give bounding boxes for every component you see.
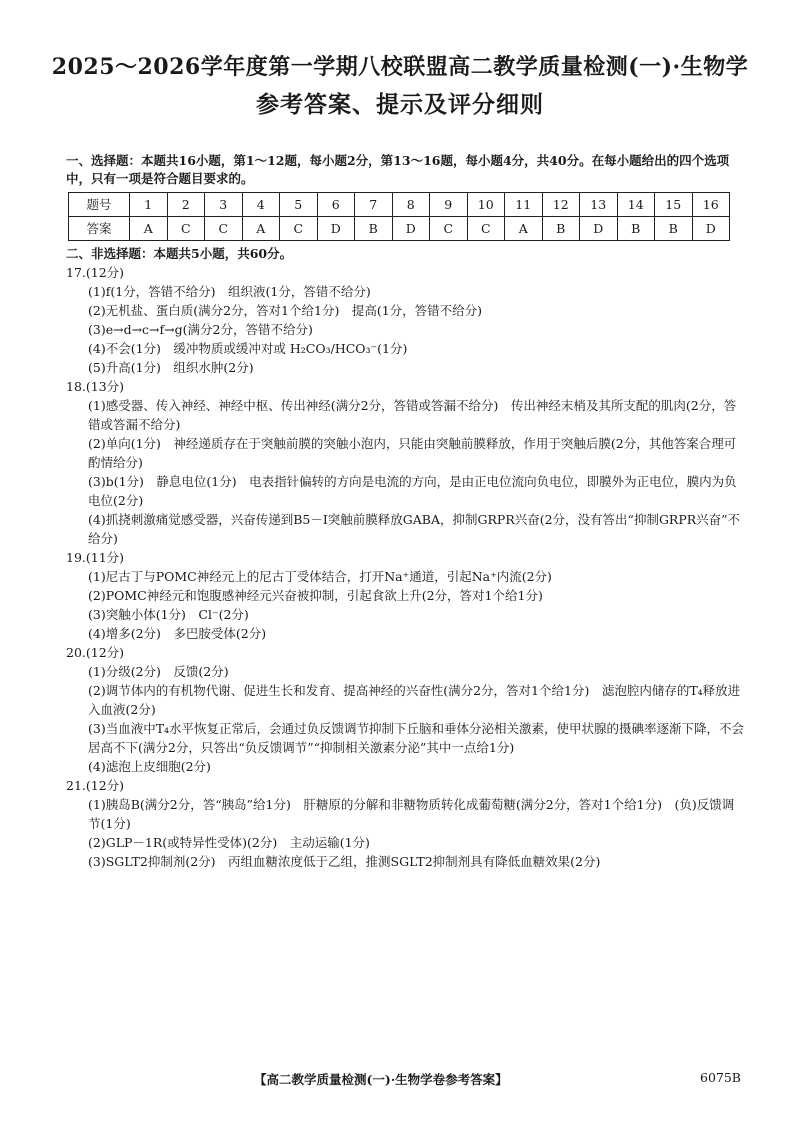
answer-item: (2)调节体内的有机物代谢、促进生长和发育、提高神经的兴奋性(满分2分，答对1个给1分) 滤泡腔内储存的T₄释放进入血液(2分) xyxy=(88,683,741,717)
answer-item: (3)SGLT2抑制剂(2分) 丙组血糖浓度低于乙组，推测SGLT2抑制剂具有降低血糖效果(2分) xyxy=(88,854,601,869)
answer-cell: B xyxy=(655,217,693,241)
question-title: 20.(12分) xyxy=(66,645,125,660)
section2-heading: 二、非选择题：本题共5小题，共60分。 xyxy=(66,246,293,261)
answer-cell: C xyxy=(205,217,243,241)
answer-item: (1)分级(2分) 反馈(2分) xyxy=(88,664,229,679)
question-number-cell: 7 xyxy=(355,193,393,217)
answer-cell: D xyxy=(692,217,730,241)
answer-cell: B xyxy=(542,217,580,241)
question-number-cell: 12 xyxy=(542,193,580,217)
question-title: 17.(12分) xyxy=(66,265,125,280)
table-row xyxy=(69,193,730,217)
question-number-cell: 2 xyxy=(167,193,205,217)
answer-cell: D xyxy=(392,217,430,241)
answer-item: (1)胰岛B(满分2分，答“胰岛”给1分) 肝糖原的分解和非糖物质转化成葡萄糖(满分2分，答对1个给1分) (负)反馈调节(1分) xyxy=(88,797,735,831)
answer-item: (2)无机盐、蛋白质(满分2分，答对1个给1分) 提高(1分，答错不给分) xyxy=(88,303,483,318)
table-row xyxy=(69,217,730,241)
question-number-cell: 3 xyxy=(205,193,243,217)
question-title: 19.(11分) xyxy=(66,550,125,565)
answer-cell: C xyxy=(430,217,468,241)
question-number-cell: 10 xyxy=(467,193,505,217)
question-number-cell: 1 xyxy=(130,193,168,217)
answer-item: (4)抓挠刺激痛觉感受器，兴奋传递到B5－Ⅰ突触前膜释放GABA，抑制GRPR兴奋(2分，没有答出“抑制GRPR兴奋”不给分) xyxy=(88,512,741,546)
question-number-cell: 11 xyxy=(505,193,543,217)
question-number-cell: 4 xyxy=(242,193,280,217)
answer-item: (3)突触小体(1分) Cl⁻(2分) xyxy=(88,607,249,622)
answer-cell: B xyxy=(355,217,393,241)
question-number-cell: 14 xyxy=(617,193,655,217)
question-title: 18.(13分) xyxy=(66,379,125,394)
answer-cell: B xyxy=(617,217,655,241)
document-body xyxy=(66,152,746,871)
answer-item: (3)当血液中T₄水平恢复正常后，会通过负反馈调节抑制下丘脑和垂体分泌相关激素，使甲状腺的摄碘率逐渐下降，不会居高不下(满分2分，只答出“负反馈调节”“抑制相关激素分泌”其中一点给1分) xyxy=(88,721,745,755)
question-number-cell: 5 xyxy=(280,193,318,217)
answer-item: (4)不会(1分) 缓冲物质或缓冲对或 H₂CO₃/HCO₃⁻(1分) xyxy=(88,341,408,356)
answer-cell: A xyxy=(130,217,168,241)
answer-item: (2)POMC神经元和饱腹感神经元兴奋被抑制，引起食欲上升(2分，答对1个给1分) xyxy=(88,588,543,603)
question-number-cell: 9 xyxy=(430,193,468,217)
question-number-cell: 8 xyxy=(392,193,430,217)
table-header-cell: 答案 xyxy=(69,217,130,241)
question-number-cell: 16 xyxy=(692,193,730,217)
answer-item: (1)f(1分，答错不给分) 组织液(1分，答错不给分) xyxy=(88,284,371,299)
answer-cell: A xyxy=(505,217,543,241)
answer-table xyxy=(68,192,730,241)
answer-item: (4)增多(2分) 多巴胺受体(2分) xyxy=(88,626,267,641)
footer-title: 【高二教学质量检测(一)·生物学卷参考答案】 xyxy=(254,1072,508,1087)
answer-cell: C xyxy=(467,217,505,241)
answer-cell: D xyxy=(317,217,355,241)
table-header-cell: 题号 xyxy=(69,193,130,217)
answer-item: (2)单向(1分) 神经递质存在于突触前膜的突触小泡内，只能由突触前膜释放，作用于突触后膜(2分，其他答案合理可酌情给分) xyxy=(88,436,737,470)
page-subtitle: 参考答案、提示及评分细则 xyxy=(256,91,544,118)
question-list xyxy=(66,263,746,871)
answer-item: (3)e→d→c→f→g(满分2分，答错不给分) xyxy=(88,322,313,337)
answer-cell: C xyxy=(167,217,205,241)
question-number-cell: 13 xyxy=(580,193,618,217)
answer-item: (2)GLP－1R(或特异性受体)(2分) 主动运输(1分) xyxy=(88,835,370,850)
answer-item: (1)尼古丁与POMC神经元上的尼古丁受体结合，打开Na⁺通道，引起Na⁺内流(2分) xyxy=(88,569,552,584)
answer-item: (5)升高(1分) 组织水肿(2分) xyxy=(88,360,254,375)
paper-code: 6075B xyxy=(700,1070,741,1085)
section1-heading: 一、选择题：本题共16小题，第1～12题，每小题2分，第13～16题，每小题4分，共40分。在每小题给出的四个选项中，只有一项是符合题目要求的。 xyxy=(66,153,730,186)
answer-item: (4)滤泡上皮细胞(2分) xyxy=(88,759,211,774)
question-title: 21.(12分) xyxy=(66,778,125,793)
page-title: 2025～2026学年度第一学期八校联盟高二教学质量检测(一)·生物学 xyxy=(51,54,749,80)
answer-cell: D xyxy=(580,217,618,241)
question-number-cell: 15 xyxy=(655,193,693,217)
answer-item: (3)b(1分) 静息电位(1分) 电表指针偏转的方向是电流的方向，是由正电位流向负电位，即膜外为正电位，膜内为负电位(2分) xyxy=(88,474,737,508)
answer-item: (1)感受器、传入神经、神经中枢、传出神经(满分2分，答错或答漏不给分) 传出神经末梢及其所支配的肌肉(2分，答错或答漏不给分) xyxy=(88,398,737,432)
answer-cell: A xyxy=(242,217,280,241)
question-number-cell: 6 xyxy=(317,193,355,217)
answer-cell: C xyxy=(280,217,318,241)
